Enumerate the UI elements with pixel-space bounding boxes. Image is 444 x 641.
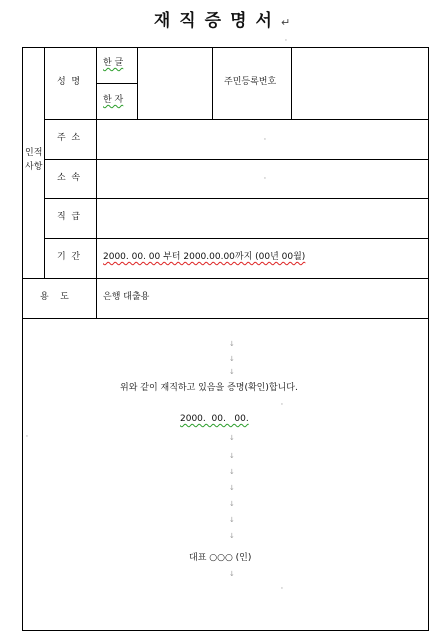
page-title-text: 재직증명서 [153,11,281,31]
paragraph-mark: ↓ [229,484,235,492]
grid-line [22,318,429,319]
cell-mark: ' [264,137,266,145]
grid-line [291,47,292,119]
grid-line [96,47,97,318]
paragraph-mark: ↓ [229,500,235,508]
period-value: 2000. 00. 00 부터 2000.00.00까지 (00년 00월) [103,252,306,262]
grid-line [44,47,45,278]
issue-date: 2000. 00. 00. [180,414,249,424]
name-label: 성 명 [57,77,81,87]
paragraph-mark: ↓ [229,532,235,540]
hanja-label: 한 자 [103,95,124,105]
paragraph-mark: ↓ [229,516,235,524]
grid-line [137,47,138,119]
grid-line [22,278,429,279]
paragraph-mark: ↓ [229,452,235,460]
cursor-mark: ' [285,38,287,46]
period-label: 기 간 [57,252,81,262]
paragraph-mark: ↓ [229,340,235,348]
affiliation-label: 소 속 [57,173,81,183]
certificate-form [22,47,429,631]
signer: 대표 ○○○ (인) [189,553,252,563]
cell-mark: ' [264,176,266,184]
grid-line [212,47,213,119]
paragraph-mark: ' [281,402,283,410]
position-label: 직 급 [57,212,81,222]
paragraph-mark: ↓ [229,368,235,376]
paragraph-mark: ↓ [229,468,235,476]
section-label-personal-info: 인적 사항 [25,148,43,172]
purpose-label: 용 도 [40,292,69,302]
grid-line [96,83,137,84]
purpose-value: 은행 대출용 [103,292,150,302]
rrn-label: 주민등록번호 [224,77,277,87]
grid-line [44,198,429,199]
paragraph-mark: ↓ [229,355,235,363]
grid-line [44,238,429,239]
page-title [0,6,444,31]
grid-line [44,119,429,120]
grid-line [44,159,429,160]
hangul-label: 한 글 [103,58,124,68]
paragraph-mark: ↓ [229,570,235,578]
paragraph-mark: ' [281,586,283,594]
address-label: 주 소 [57,133,81,143]
certification-statement: 위와 같이 재직하고 있음을 증명(확인)합니다. [120,383,298,393]
paragraph-mark-icon: ↵ [280,16,291,29]
paragraph-mark: ↓ [229,434,235,442]
paragraph-mark: ' [26,434,28,442]
